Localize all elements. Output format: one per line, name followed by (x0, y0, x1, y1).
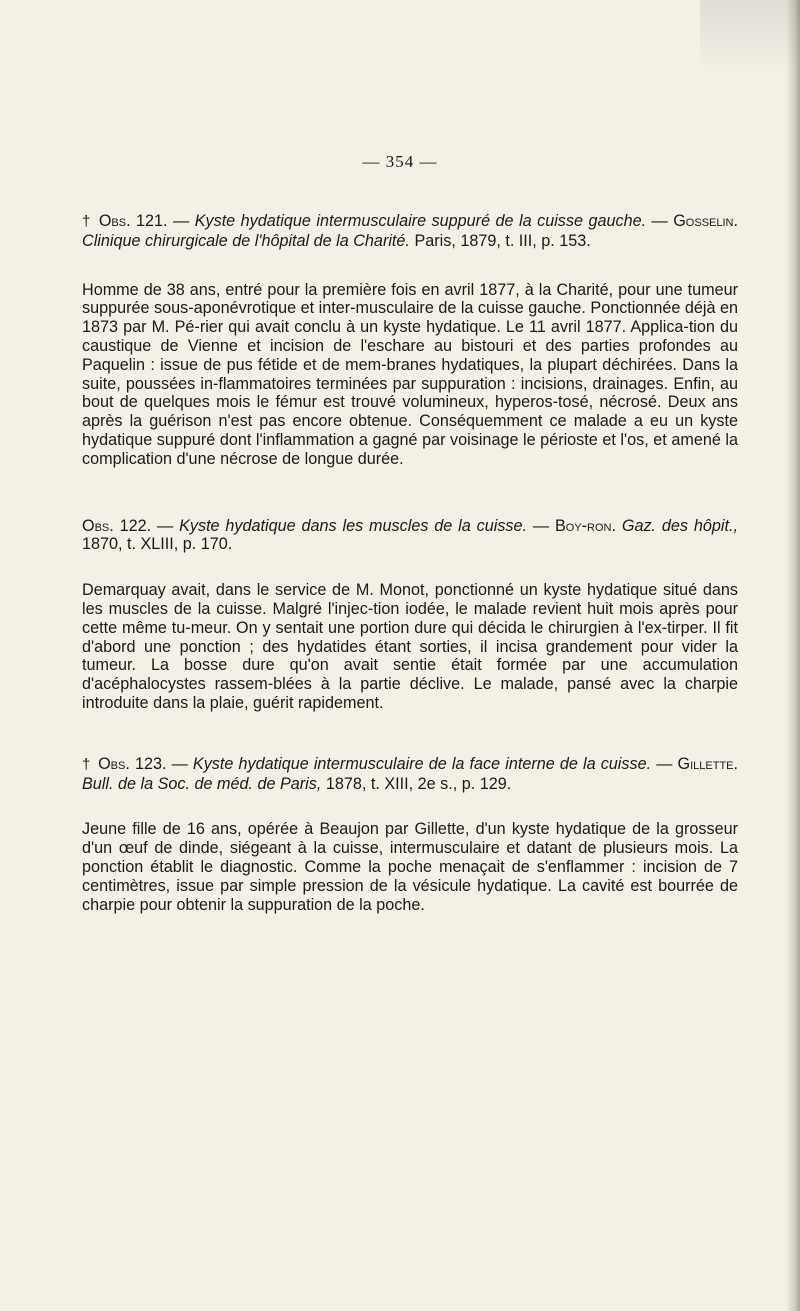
observation-title: Kyste hydatique intermusculaire suppuré de la cuisse gauche. (194, 212, 647, 230)
separator-dash: — (646, 212, 674, 230)
separator-dash: — (167, 212, 195, 230)
observation-label: Obs. 122. (82, 516, 152, 535)
source-title: Clinique chirurgicale de l'hôpital de la Charité. (82, 231, 410, 250)
separator-dash: — (527, 516, 555, 535)
page-number: — 354 — (362, 152, 438, 171)
observation-title: Kyste hydatique dans les muscles de la cuisse. (179, 516, 528, 535)
page-content (82, 212, 738, 914)
source-details: Paris, 1879, t. III, p. 153. (414, 231, 591, 250)
source-title: Bull. de la Soc. de méd. de Paris, (82, 774, 322, 793)
page-edge (786, 0, 800, 1311)
observation-author: Gosselin. (673, 212, 738, 230)
observation-author: Boy-ron. (554, 516, 616, 535)
observation-header-121 (82, 212, 738, 251)
separator-dash: — (651, 754, 678, 773)
source-title: Gaz. des hôpit., (621, 516, 738, 535)
observation-header-122 (82, 517, 738, 555)
observation-header-123 (82, 755, 738, 794)
dagger-mark: † (82, 755, 91, 773)
observation-body-123: Jeune fille de 16 ans, opérée à Beaujon par Gillette, d'un kyste hydatique de la grosseur d'un œuf de dinde, siégeant à la cuisse, intermusculaire et datant de plusieurs mois. La ponction établit le diagnostic. Comme la poche menaçait de s'enflammer : incision de 7 centimètres, issue par simple pression de la vésicule hydatique. La cavité est bourrée de charpie pour obtenir la suppuration de la poche. (82, 820, 738, 914)
source-details: 1878, t. XIII, 2e s., p. 129. (325, 774, 512, 793)
source-details: 1870, t. XLIII, p. 170. (82, 535, 233, 554)
separator-dash: — (151, 516, 180, 535)
observation-author: Gillette. (677, 754, 739, 773)
observation-body-121: Homme de 38 ans, entré pour la première fois en avril 1877, à la Charité, pour une tumeur suppurée sous-aponévrotique et inter-musculaire de la cuisse gauche. Ponctionnée déjà en 1873 par M. Pé-rier qui avait conclu à un kyste hydatique. Le 11 avril 1877. Applica-tion du caustique de Vienne et incision de l'eschare au bistouri et des parties profondes au Paquelin : issue de pus fétide et de mem-branes hydatiques, la plupart déchirées. Dans la suite, poussées in-flammatoires terminées par suppuration : incisions, drainages. Enfin, au bout de quelques mois le fémur est trouvé volumineux, hyperos-tosé, nécrosé. Deux ans après la guérison n'est pas encore obtenue. Conséquemment ce malade a eu un kyste hydatique suppuré dont l'inflammation a gagné par voisinage le périoste et l'os, et amené la complication d'une nécrose de longue durée. (82, 280, 739, 468)
observation-title: Kyste hydatique intermusculaire de la face interne de la cuisse. (192, 754, 652, 773)
separator-dash: — (166, 754, 193, 773)
dagger-mark: † (82, 213, 92, 230)
observation-label: Obs. 123. (98, 754, 167, 773)
observation-body-122: Demarquay avait, dans le service de M. Monot, ponctionné un kyste hydatique situé dans les muscles de la cuisse. Malgré l'injec-tion iodée, le malade revient huit mois après pour cette même tu-meur. On y sentait une portion dure qui décida le chirurgien à l'ex-tirper. Il fit d'abord une ponction ; des hydatides étant sorties, il incisa grandement pour vider la tumeur. La bosse dure qu'on avait sentie était formée par une accumulation d'acéphalocystes rassem-blées à la partie déclive. Le malade, pansé avec la charpie introduite dans la plaie, guérit rapidement. (82, 581, 738, 712)
page-shadow (700, 0, 800, 70)
observation-label: Obs. 121. (98, 212, 168, 230)
